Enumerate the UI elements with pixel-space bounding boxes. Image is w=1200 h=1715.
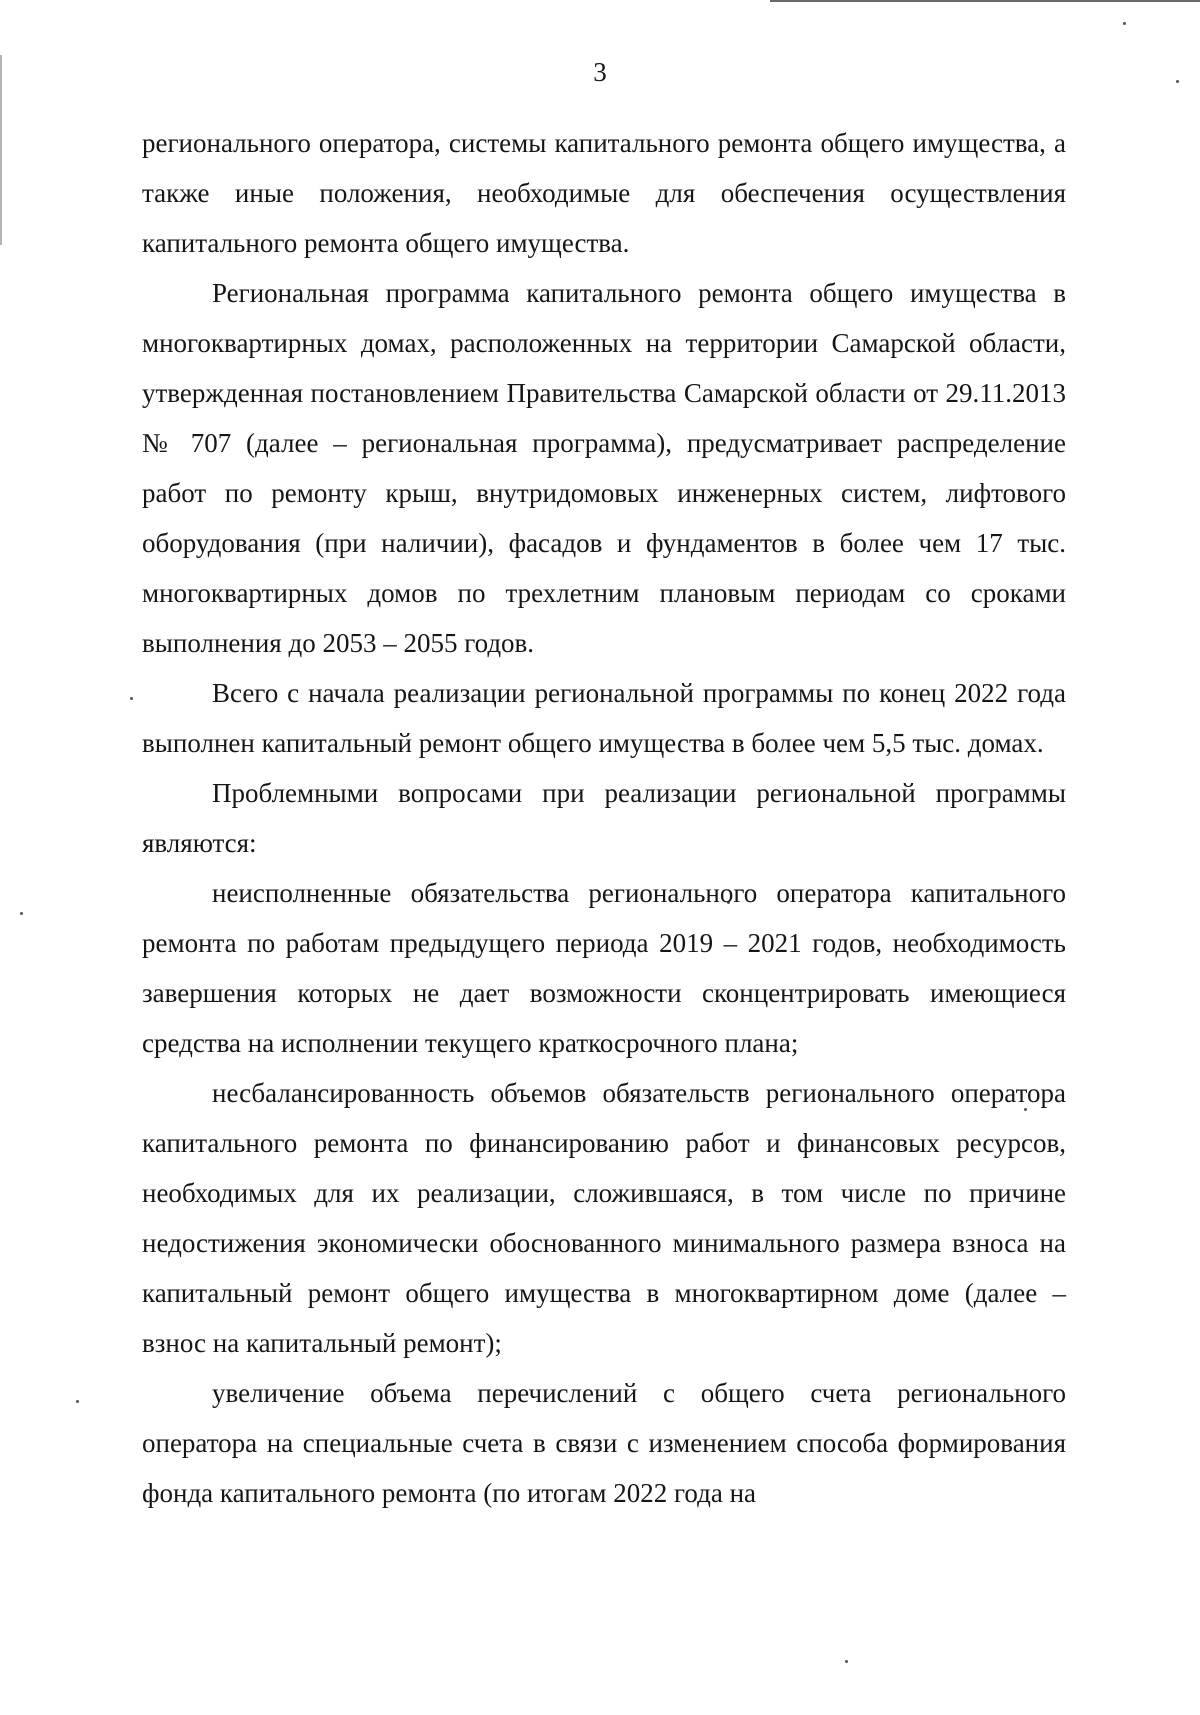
paragraph-continuation: регионального оператора, системы капитального ремонта общего имущества, а также иные положения, необходимые для обеспечения осуществления капитального ремонта общего имущества. — [142, 128, 1066, 258]
page-number: 3 — [593, 57, 607, 87]
paragraph-regional-program: Региональная программа капитального ремонта общего имущества в многоквартирных домах, расположенных на территории Самарской области, утвержденная постановлением Правительства Самарской области от 29.11.2013 № 707 (далее – региональная программа), предусматривает распределение работ по ремонту крыш, внутридомовых инженерных систем, лифтового оборудования (при наличии), фасадов и фундаментов в более чем 17 тыс. многоквартирных домов по трехлетним плановым периодам со сроками выполнения до 2053 – 2055 годов. — [142, 278, 1066, 658]
scan-speck — [20, 912, 23, 915]
paragraph-problem-unfulfilled: неисполненные обязательства регионального оператора капитального ремонта по работам предыдущего периода 2019 – 2021 годов, необходимость завершения которых не дает возможности сконцентрировать имеющиеся средства на исполнении текущего краткосрочного плана; — [142, 878, 1066, 1058]
scan-speck — [130, 697, 133, 700]
paragraph-problem-transfers: увеличение объема перечислений с общего счета регионального оператора на специальные счета в связи с изменением способа формирования фонда капитального ремонта (по итогам 2022 года на — [142, 1378, 1066, 1508]
document-body — [142, 118, 1066, 1518]
paragraph-problems-intro: Проблемными вопросами при реализации региональной программы являются: — [142, 778, 1066, 858]
paragraph-problem-imbalance: несбалансированность объемов обязательств регионального оператора капитального ремонта по финансированию работ и финансовых ресурсов, необходимых для их реализации, сложившаяся, в том числе по причине недостижения экономически обоснованного минимального размера взноса на капитальный ремонт общего имущества в многоквартирном доме (далее – взнос на капитальный ремонт); — [142, 1078, 1066, 1358]
scan-speck — [1123, 22, 1126, 25]
scan-border-top — [770, 0, 1200, 2]
scan-speck — [845, 1660, 848, 1663]
scan-speck — [76, 1400, 79, 1403]
paragraph-total-completed: Всего с начала реализации региональной программы по конец 2022 года выполнен капитальный ремонт общего имущества в более чем 5,5 тыс. домах. — [142, 678, 1066, 758]
